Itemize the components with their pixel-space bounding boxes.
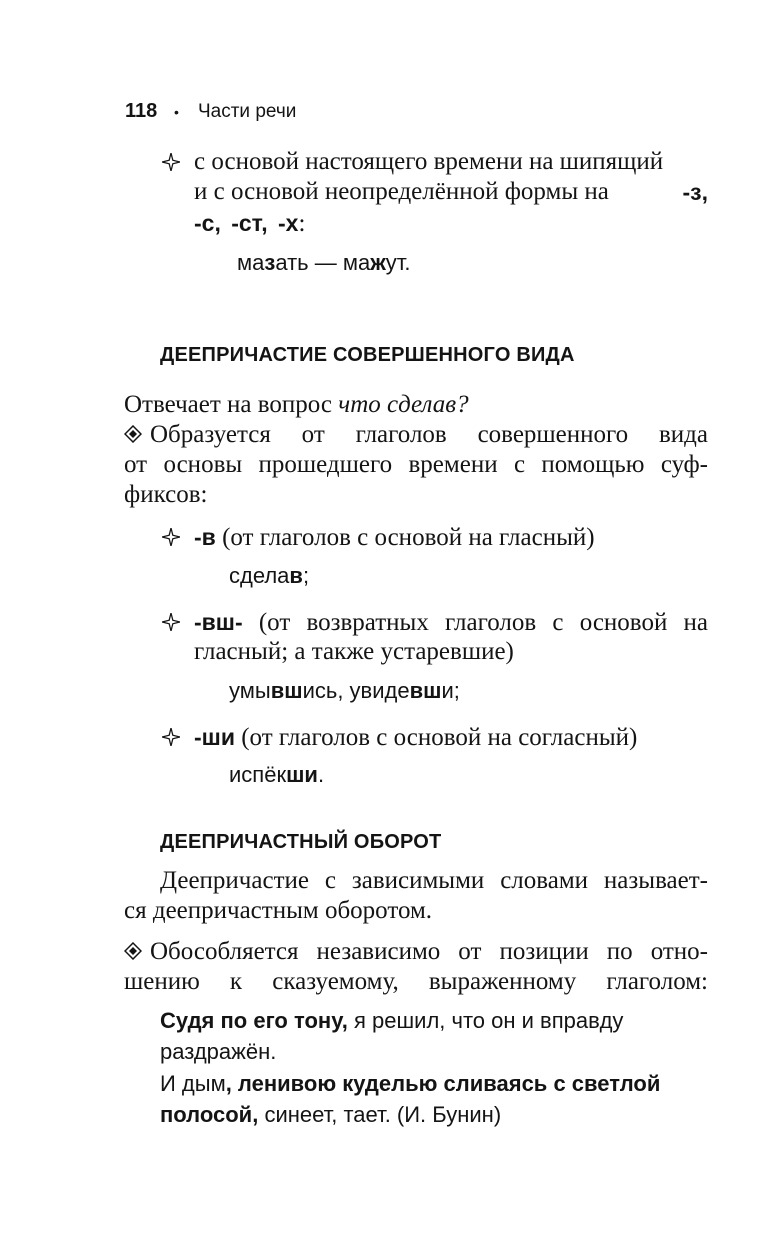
section-heading: ДЕЕПРИЧАСТИЕ СОВЕРШЕННОГО ВИДА xyxy=(160,344,575,366)
text-bold: ж xyxy=(370,250,386,275)
example-line xyxy=(237,250,411,276)
text-span: (от глаголов с основой на гласный) xyxy=(222,524,595,551)
example-line xyxy=(229,563,309,589)
list-item xyxy=(194,722,637,753)
paragraph-line: от основы прошедшего времени с помощью суф- xyxy=(124,451,708,478)
paragraph-line: ся деепричастным оборотом. xyxy=(124,897,433,924)
text-bold: Судя по его тону, xyxy=(160,1008,348,1033)
four-point-star-icon xyxy=(162,153,180,171)
example-line xyxy=(160,1071,660,1097)
paragraph-line: фиксов: xyxy=(124,481,208,508)
text-span: Образуется от глаголов совершенного вида xyxy=(150,421,708,448)
text-span: Обособляется независимо от позиции по отно- xyxy=(150,938,708,965)
example-line xyxy=(160,1102,501,1128)
paragraph-line: Деепричастие с зависимыми словами называет- xyxy=(160,867,708,894)
text-span: и с основой неопределённой формы на xyxy=(194,178,609,205)
text-span: синеет, тает. (И. Бунин) xyxy=(258,1102,502,1127)
suffix-bold: -з, xyxy=(682,179,708,205)
diamond-icon xyxy=(124,942,142,960)
text-span: я решил, что он и вправду xyxy=(347,1008,624,1033)
text-span: ись, увиде xyxy=(302,678,410,703)
text-span: И дым xyxy=(160,1071,226,1096)
text-span: ут. xyxy=(385,250,411,275)
text-bold: вш xyxy=(270,678,303,703)
text-span: умы xyxy=(229,678,271,703)
list-item xyxy=(194,522,595,553)
suffix-bold: -в xyxy=(194,524,216,550)
example-line: раздражён. xyxy=(160,1039,277,1064)
paragraph-line: гласный; а также устаревшие) xyxy=(194,638,514,665)
example-line xyxy=(160,1008,623,1034)
text-span: . xyxy=(317,762,325,787)
text-bold: полосой, xyxy=(160,1102,259,1127)
text-span: : xyxy=(298,210,306,237)
list-item xyxy=(194,607,708,638)
text-bold: з xyxy=(264,250,276,275)
text-span: ать — ма xyxy=(275,250,371,275)
text-span: ; xyxy=(302,563,310,588)
page-number: 118 xyxy=(125,100,158,122)
text-bold: , ленивою куделью сливаясь с светлой xyxy=(225,1071,661,1096)
paragraph-line xyxy=(194,208,305,239)
suffix-bold: -с, -ст, -х xyxy=(194,210,299,236)
text-span: сдела xyxy=(229,563,290,588)
paragraph-line xyxy=(194,177,708,207)
suffix-bold: -ши xyxy=(194,724,235,750)
question-italic: что сделав? xyxy=(338,391,469,418)
section-heading: ДЕЕПРИЧАСТНЫЙ ОБОРОТ xyxy=(160,831,442,853)
text-bold: в xyxy=(289,563,303,588)
paragraph-line xyxy=(124,420,708,450)
four-point-star-icon xyxy=(162,613,180,631)
four-point-star-icon xyxy=(162,728,180,746)
header-separator: • xyxy=(174,104,179,120)
running-header-title: Части речи xyxy=(198,101,297,122)
four-point-star-icon xyxy=(162,528,180,546)
paragraph-line: шению к сказуемому, выраженному глаголом: xyxy=(124,968,708,995)
example-line xyxy=(229,678,460,704)
text-span: Отвечает на вопрос xyxy=(124,391,333,418)
question-line xyxy=(124,390,469,420)
text-bold: вш xyxy=(409,678,442,703)
text-span: и; xyxy=(441,678,460,703)
suffix-bold: -вш- xyxy=(194,609,243,635)
text-span: ма xyxy=(237,250,265,275)
text-span: испёк xyxy=(229,762,287,787)
example-line xyxy=(229,762,324,788)
text-bold: ши xyxy=(286,762,318,787)
diamond-icon xyxy=(124,425,142,443)
text-span: (от глаголов с основой на согласный) xyxy=(241,724,638,751)
text-span: (от возвратных глаголов с основой на xyxy=(258,609,709,636)
paragraph-line: с основой настоящего времени на шипящий xyxy=(194,148,664,175)
paragraph-line xyxy=(124,937,708,967)
